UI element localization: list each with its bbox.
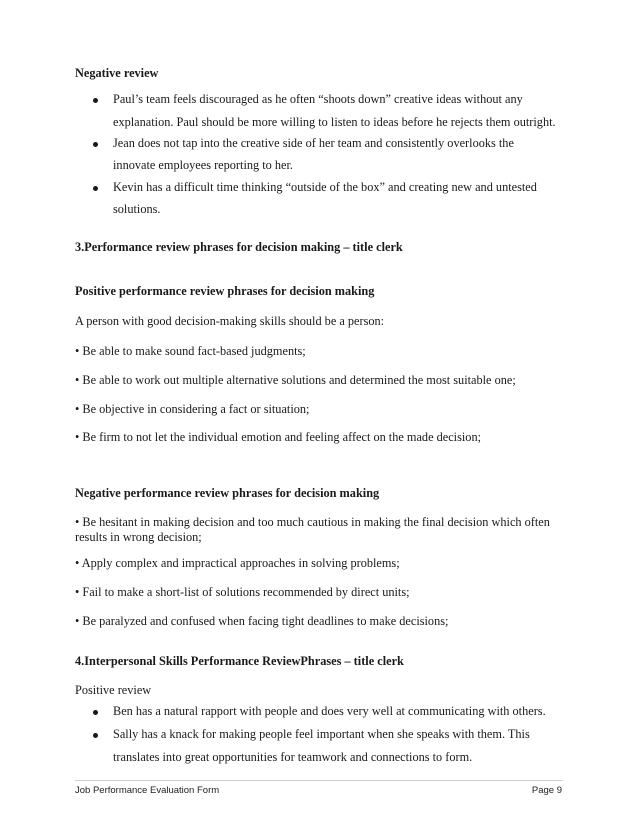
positive-review-item-2-line-2: translates into great opportunities for teamwork and connections to form. bbox=[113, 750, 473, 764]
negative-item-3: • Fail to make a short-list of solutions recommended by direct units; bbox=[75, 585, 410, 599]
bullet-icon bbox=[93, 186, 98, 191]
bullet-icon bbox=[93, 733, 98, 738]
negative-review-item-3-line-2: solutions. bbox=[113, 202, 161, 216]
section-3-positive-heading: Positive performance review phrases for decision making bbox=[75, 284, 375, 298]
negative-review-item-3-line-1: Kevin has a difficult time thinking “outside of the box” and creating new and untested bbox=[113, 180, 537, 194]
section-4-positive-heading: Positive review bbox=[75, 683, 152, 697]
negative-review-item-1-line-2: explanation. Paul should be more willing to listen to ideas before he rejects them outright. bbox=[113, 115, 556, 129]
negative-item-1-line-2: results in wrong decision; bbox=[75, 530, 202, 544]
positive-item-2: • Be able to work out multiple alternative solutions and determined the most suitable one; bbox=[75, 373, 516, 387]
bullet-icon bbox=[93, 142, 98, 147]
negative-item-1-line-1: • Be hesitant in making decision and too much cautious in making the final decision which often bbox=[75, 515, 550, 529]
negative-review-heading: Negative review bbox=[75, 66, 159, 80]
positive-item-3: • Be objective in considering a fact or situation; bbox=[75, 402, 310, 416]
positive-review-item-2-line-1: Sally has a knack for making people feel important when she speaks with them. This bbox=[113, 727, 530, 741]
footer-title: Job Performance Evaluation Form bbox=[75, 785, 220, 796]
positive-item-1: • Be able to make sound fact-based judgments; bbox=[75, 344, 306, 358]
footer-page-number: Page 9 bbox=[531, 785, 562, 796]
section-4-title: 4.Interpersonal Skills Performance ReviewPhrases – title clerk bbox=[75, 654, 404, 668]
negative-review-item-2-line-1: Jean does not tap into the creative side of her team and consistently overlooks the bbox=[113, 136, 514, 150]
positive-item-4: • Be firm to not let the individual emotion and feeling affect on the made decision; bbox=[75, 430, 482, 444]
positive-review-item-1: Ben has a natural rapport with people and does very well at communicating with others. bbox=[113, 704, 546, 718]
section-3-title: 3.Performance review phrases for decision making – title clerk bbox=[75, 240, 403, 254]
section-3-intro: A person with good decision-making skills should be a person: bbox=[75, 314, 385, 328]
negative-item-4: • Be paralyzed and confused when facing tight deadlines to make decisions; bbox=[75, 614, 449, 628]
bullet-icon bbox=[93, 98, 98, 103]
negative-review-item-1-line-1: Paul’s team feels discouraged as he often “shoots down” creative ideas without any bbox=[113, 92, 523, 106]
negative-review-item-2-line-2: innovate employees reporting to her. bbox=[113, 158, 293, 172]
negative-item-2: • Apply complex and impractical approaches in solving problems; bbox=[75, 556, 400, 570]
footer-rule bbox=[75, 780, 563, 781]
section-3-negative-heading: Negative performance review phrases for decision making bbox=[75, 486, 380, 500]
bullet-icon bbox=[93, 710, 98, 715]
